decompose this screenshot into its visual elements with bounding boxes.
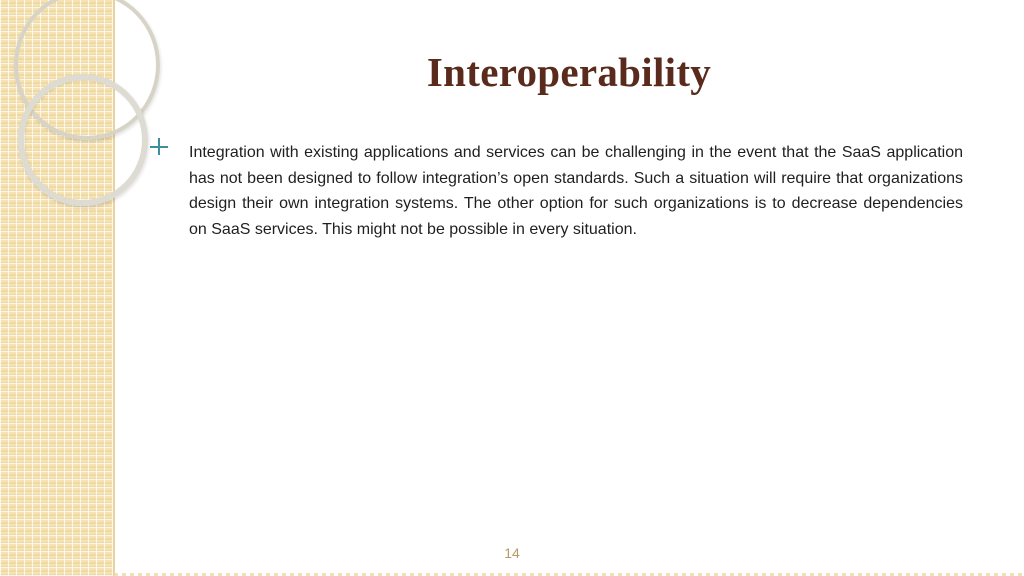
slide-title: Interoperability	[426, 49, 712, 95]
bullet-text: Integration with existing applications and services can be challenging in the event that the SaaS application has not been designed to follow integration’s open standards. Such a situation will require that organizations design their own integration systems. The other option for such organizations is to decrease dependencies on SaaS services. This might not be possible in every situation.	[189, 144, 963, 238]
page-number: 14	[504, 545, 520, 561]
plus-icon	[149, 136, 169, 156]
